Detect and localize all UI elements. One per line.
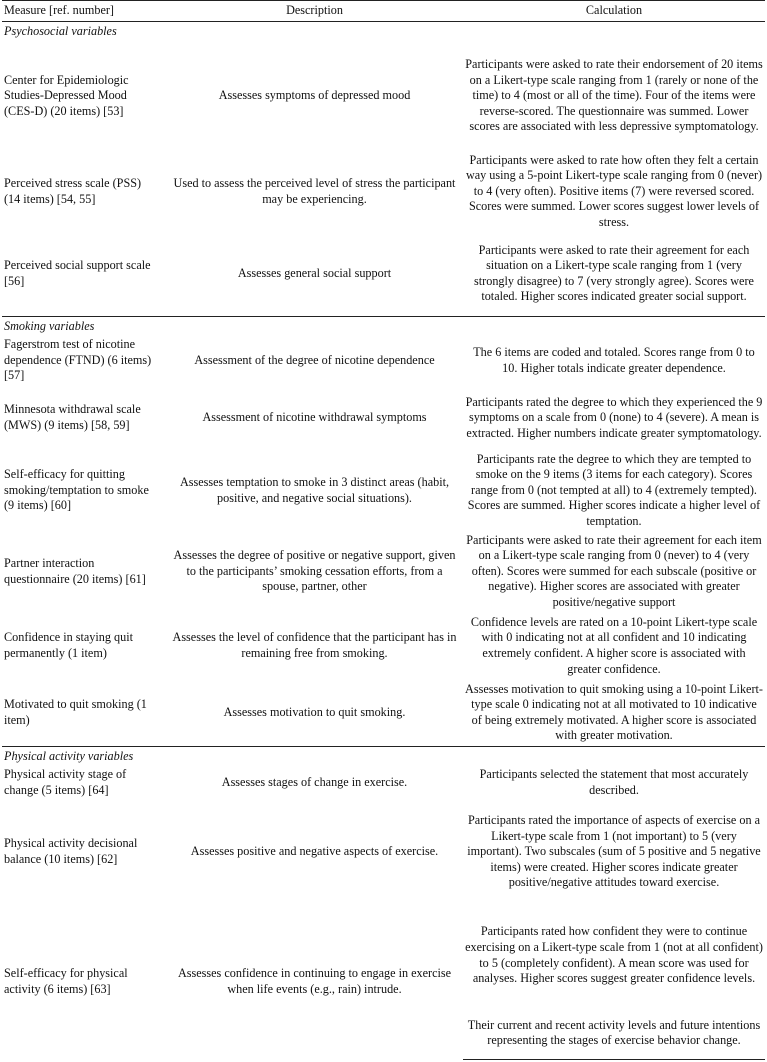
calculation-cell: Participants rated the importance of aspects of exercise on a Likert-type scale from 1 (not important) to 5 (very important). Two subscales (sum of 5 positive and 5 negative items) were created. Higher scores indicate greater positive/negative attitudes toward exercise. [467, 813, 761, 890]
description-cell: Assesses symptoms of depressed mood [218, 88, 411, 103]
description-cell: Assessment of nicotine withdrawal symptoms [202, 410, 427, 425]
section-row [2, 747, 765, 766]
calculation-cell: The 6 items are coded and totaled. Scores range from 0 to 10. Higher totals indicate greater dependence. [473, 344, 755, 375]
table-row [2, 531, 765, 613]
description-cell: Assesses the degree of positive or negative support, given to the participants’ smoking cessation efforts, from a spouse, partner, other [173, 548, 456, 594]
calculation-cell: Their current and recent activity levels and future intentions representing the stages of exercise behavior change. [463, 1008, 765, 1060]
section-title: Psychosocial variables [4, 24, 117, 38]
section-row [2, 22, 765, 41]
table-row [2, 336, 765, 386]
table-row [2, 152, 765, 232]
description-cell: Assesses confidence in continuing to engage in exercise when life events (e.g., rain) intrude. [177, 965, 452, 996]
calculation-cell: Participants were asked to rate their endorsement of 20 items on a Likert-type scale ranging from 1 (rarely or none of the time) to 4 (most or all of the time). Four of the items were reverse-scored. The questionnaire was summed. Lower scores are associated with less depressive symptomatology. [465, 57, 763, 134]
table-row [2, 680, 765, 747]
description-cell: Assessment of the degree of nicotine dependence [194, 352, 435, 367]
description-cell: Assesses stages of change in exercise. [221, 775, 408, 790]
section-title: Physical activity variables [2, 747, 765, 766]
calculation-cell: Confidence levels are rated on a 10-point Likert-type scale with 0 indicating not at all confident and 10 indicating extremely confident. A higher score is associated with greater confidence. [470, 614, 758, 676]
header-row [2, 1, 765, 22]
measure-cell: Center for Epidemiologic Studies-Depressed Mood (CES-D) (20 items) [53] [4, 72, 129, 118]
description-cell: Assesses the level of confidence that the participant has in remaining free from smoking. [172, 630, 457, 660]
table-row [2, 904, 765, 1008]
table-row [2, 386, 765, 451]
calculation-cell: Participants rate the degree to which they are tempted to smoke on the 9 items (3 items for each category). Scores range from 0 (not tempted at all) to 4 (extremely tempted). Scores are summed. Higher scores indicate a higher level of temptation. [467, 451, 761, 528]
calculation-cell: Participants selected the statement that most accurately described. [479, 767, 749, 797]
header-description: Description [166, 1, 463, 22]
measure-cell: Physical activity stage of change (5 items) [64] [4, 767, 127, 797]
header-calculation: Calculation [463, 1, 765, 22]
measure-cell: Fagerstrom test of nicotine dependence (FTND) (6 items) [57] [4, 337, 152, 383]
table-row [2, 801, 765, 904]
measure-cell: Motivated to quit smoking (1 item) [4, 697, 147, 727]
calculation-cell: Participants were asked to rate their agreement for each item on a Likert-type scale ranging from 0 (never) to 4 (very often). Scores were summed for each subscale (positive or negative). Higher scores are associated with greater positive/negative support [466, 532, 762, 609]
header-measure: Measure [ref. number] [2, 1, 166, 22]
measure-cell: Perceived stress scale (PSS) (14 items) [54, 55] [4, 175, 142, 206]
measure-cell: Physical activity decisional balance (10 items) [62] [4, 836, 138, 866]
measures-table [2, 0, 765, 1060]
calculation-cell: Participants were asked to rate their agreement for each situation on a Likert-type scale ranging from 1 (very strongly disagree) to 7 (very strongly agree). Scores were totaled. Higher scores indicated greater social support. [474, 242, 754, 304]
calculation-cell: Participants rated the degree to which they experienced the 9 symptoms on a scale from 0 (none) to 4 (severe). A mean is extracted. Higher numbers indicate greater symptomatology. [465, 394, 763, 440]
measure-cell: Partner interaction questionnaire (20 items) [61] [4, 555, 146, 586]
description-cell: Assesses temptation to smoke in 3 distinct areas (habit, positive, and negative social situations). [179, 474, 450, 505]
calculation-cell: Participants were asked to rate how often they felt a certain way using a 5-point Likert-type scale ranging from 0 (never) to 4 (very often). Positive items (7) were reversed scored. Scores were summed. Lower scores suggest lower levels of stress. [465, 152, 763, 229]
table-body [2, 22, 765, 1060]
measure-cell: Self-efficacy for physical activity (6 items) [63] [4, 965, 128, 996]
measure-cell: Perceived social support scale [56] [4, 258, 151, 288]
measure-cell: Confidence in staying quit permanently (1 item) [4, 630, 133, 660]
table-row [2, 451, 765, 531]
table-header [2, 1, 765, 22]
section-row [2, 317, 765, 336]
section-title: Smoking variables [2, 317, 765, 336]
description-cell: Assesses positive and negative aspects of exercise. [190, 844, 439, 859]
description-cell: Used to assess the perceived level of stress the participant may be experiencing. [173, 175, 456, 206]
table-row [2, 41, 765, 152]
table-row [2, 613, 765, 680]
description-cell: Assesses general social support [237, 265, 392, 280]
measure-cell: Self-efficacy for quitting smoking/temptation to smoke (9 items) [60] [4, 467, 149, 513]
calculation-cell: Participants rated how confident they were to continue exercising on a Likert-type scale from 1 (not at all confident) to 5 (completely confident). A mean score was used for analyses. Higher scores suggest greater confidence levels. [465, 924, 763, 986]
measure-cell: Minnesota withdrawal scale (MWS) (9 items) [58, 59] [4, 402, 141, 432]
table-row [2, 232, 765, 317]
description-cell: Assesses motivation to quit smoking. [223, 704, 406, 719]
calculation-cell: Assesses motivation to quit smoking using a 10-point Likert-type scale 0 indicating not at all motivated to 10 indicative of being extremely motivated. A higher score is associated with greater motivation. [465, 681, 763, 743]
table-row [2, 766, 765, 801]
